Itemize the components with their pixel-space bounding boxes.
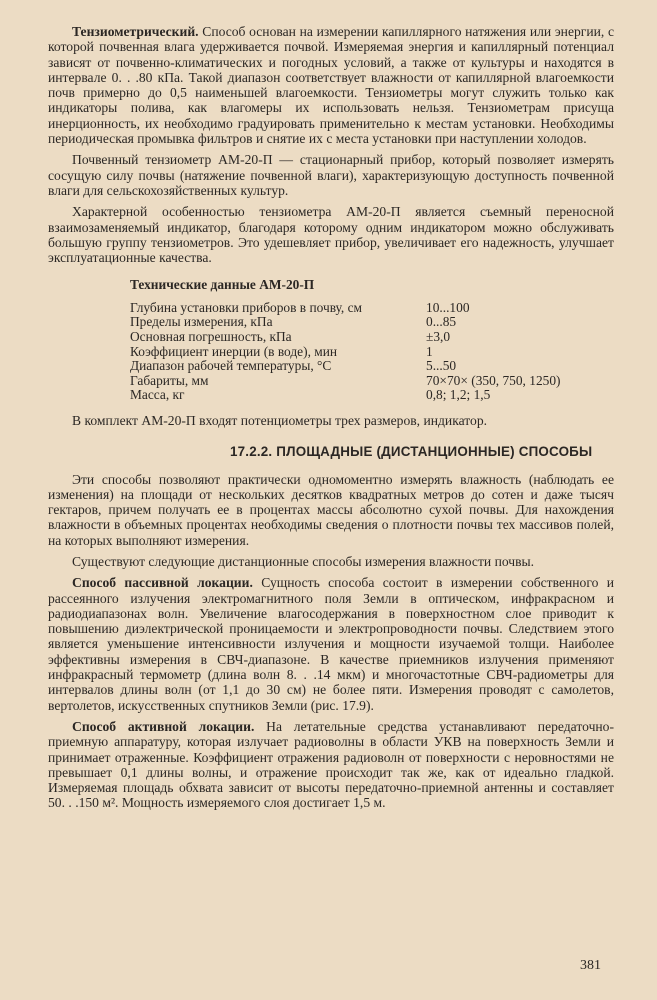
term-active-location: Способ активной локации. [72,718,255,734]
paragraph-remote-list: Существуют следующие дистанционные способы измерения влажности почвы. [72,553,535,569]
paragraph-kit: В комплект АМ-20-П входят потенциометры трех размеров, индикатор. [72,412,488,428]
spec-label: Глубина установки приборов в почву, см [130,299,363,315]
spec-value: 0,8; 1,2; 1,5 [426,387,491,403]
table-row [130,315,576,330]
spec-value: 1 [426,343,433,359]
page-number: 381 [580,958,601,973]
table-row [130,330,576,345]
paragraph-active-location [48,719,614,811]
spec-value: 5...50 [426,358,457,374]
page-body [48,24,614,811]
section-title: ПЛОЩАДНЫЕ (ДИСТАНЦИОННЫЕ) СПОСОБЫ [276,444,593,460]
text-tensiometric: Способ основан на измерении капиллярного натяжения или энергии, с которой почвенная влага удерживается почвой. Измеряемая энергия и капиллярный потенциал зависят от почвенно-климатических и погодных условий, а также от культуры и находятся в интервале 0. . .80 кПа. Такой диапазон соответствует влажности от капиллярной влагоемкости почв примерно до 0,5 наименьшей влагоемкости. Тензиометры могут служить только как индикаторы полива, как влагомеры их использовать нельзя. Тензиометрам присуща инерционность, их необходимо градуировать применительно к местам установки. Необходимы периодическая промывка фильтров и снятие их с места установки при наступлении холодов. [48,24,614,147]
spec-label: Пределы измерения, кПа [130,314,273,330]
paragraph-areal-methods: Эти способы позволяют практически одномоментно измерять влажность (наблюдать ее изменения) на площади от нескольких десятков квадратных метров до сотен и даже тысяч гектаров, причем получать ее в процентах массы абсолютно сухой почвы. Для нахождения влажности в объемных процентах необходимы сведения о плотности почвы тех массивов полей, на которых выполняют измерения. [48,471,614,548]
table-row [130,388,576,403]
spec-value: 0...85 [426,314,457,330]
spec-label: Габариты, мм [130,372,209,388]
section-number: 17.2.2. [230,444,273,460]
table-row [130,345,576,360]
specs-title: Технические данные АМ-20-П [130,277,315,293]
spec-label: Масса, кг [130,387,185,403]
specs-table [130,301,576,403]
spec-value: 10...100 [426,299,470,315]
spec-label: Коэффициент инерции (в воде), мин [130,343,338,359]
paragraph-tensiometric [48,24,614,146]
spec-value: 70×70× (350, 750, 1250) [426,372,561,388]
section-heading [230,444,614,459]
table-row [130,374,576,389]
table-row [130,301,576,316]
spec-label: Диапазон рабочей температуры, °С [130,358,332,374]
table-row [130,359,576,374]
paragraph-am20-indicator: Характерной особенностью тензиометра АМ-20-П является съемный переносной взаимозаменяемый индикатор, благодаря которому одним индикатором можно обслуживать большую группу тензиометров. Это удешевляет прибор, увеличивает его надежность, улучшает эксплуатационные качества. [48,204,614,266]
text-active-location: На летательные средства устанавливают передаточно-приемную аппаратуру, которая излучает радиоволны в области УКВ на поверхность Земли и принимает отраженные. Коэффициент отражения радиоволн от поверхности с неровностями не превышает 0,1 длины волны, и отражение происходит так же, как от идеально гладкой. Измеряемая площадь обхвата зависит от высоты передаточно-приемной антенны и составляет 50. . .150 м². Мощность измеряемого слоя достигает 1,5 м. [48,718,614,811]
spec-label: Основная погрешность, кПа [130,328,292,344]
term-passive-location: Способ пассивной локации. [72,575,253,591]
paragraph-passive-location [48,575,614,713]
term-tensiometric: Тензиометрический. [72,24,199,39]
paragraph-am20-description: Почвенный тензиометр АМ-20-П — стационарный прибор, который позволяет измерять сосущую силу почвы (натяжение почвенной влаги), характеризующую доступность почвенной влаги для сельскохозяйственных культур. [48,152,614,198]
text-passive-location: Сущность способа состоит в измерении собственного и рассеянного излучения электромагнитного поля Земли в оптическом, инфракрасном и радиодиапазонах волн. Увеличение влагосодержания в поверхностном слое приводит к повышению диэлектрической проницаемости и электропроводности почвы. Следствием этого является уменьшение интенсивности излучения и мощности изучаемой толщи. Наиболее эффективны измерения в СВЧ-диапазоне. В качестве приемников излучения применяют инфракрасный термометр (длина волн 8. . .14 мкм) и многочастотные СВЧ-радиометры для интервалов длины волн (от 1,1 до 30 см) не более пяти. Измерения проводят с самолетов, вертолетов, искусственных спутников Земли (рис. 17.9). [48,575,615,713]
spec-value: ±3,0 [426,328,451,344]
